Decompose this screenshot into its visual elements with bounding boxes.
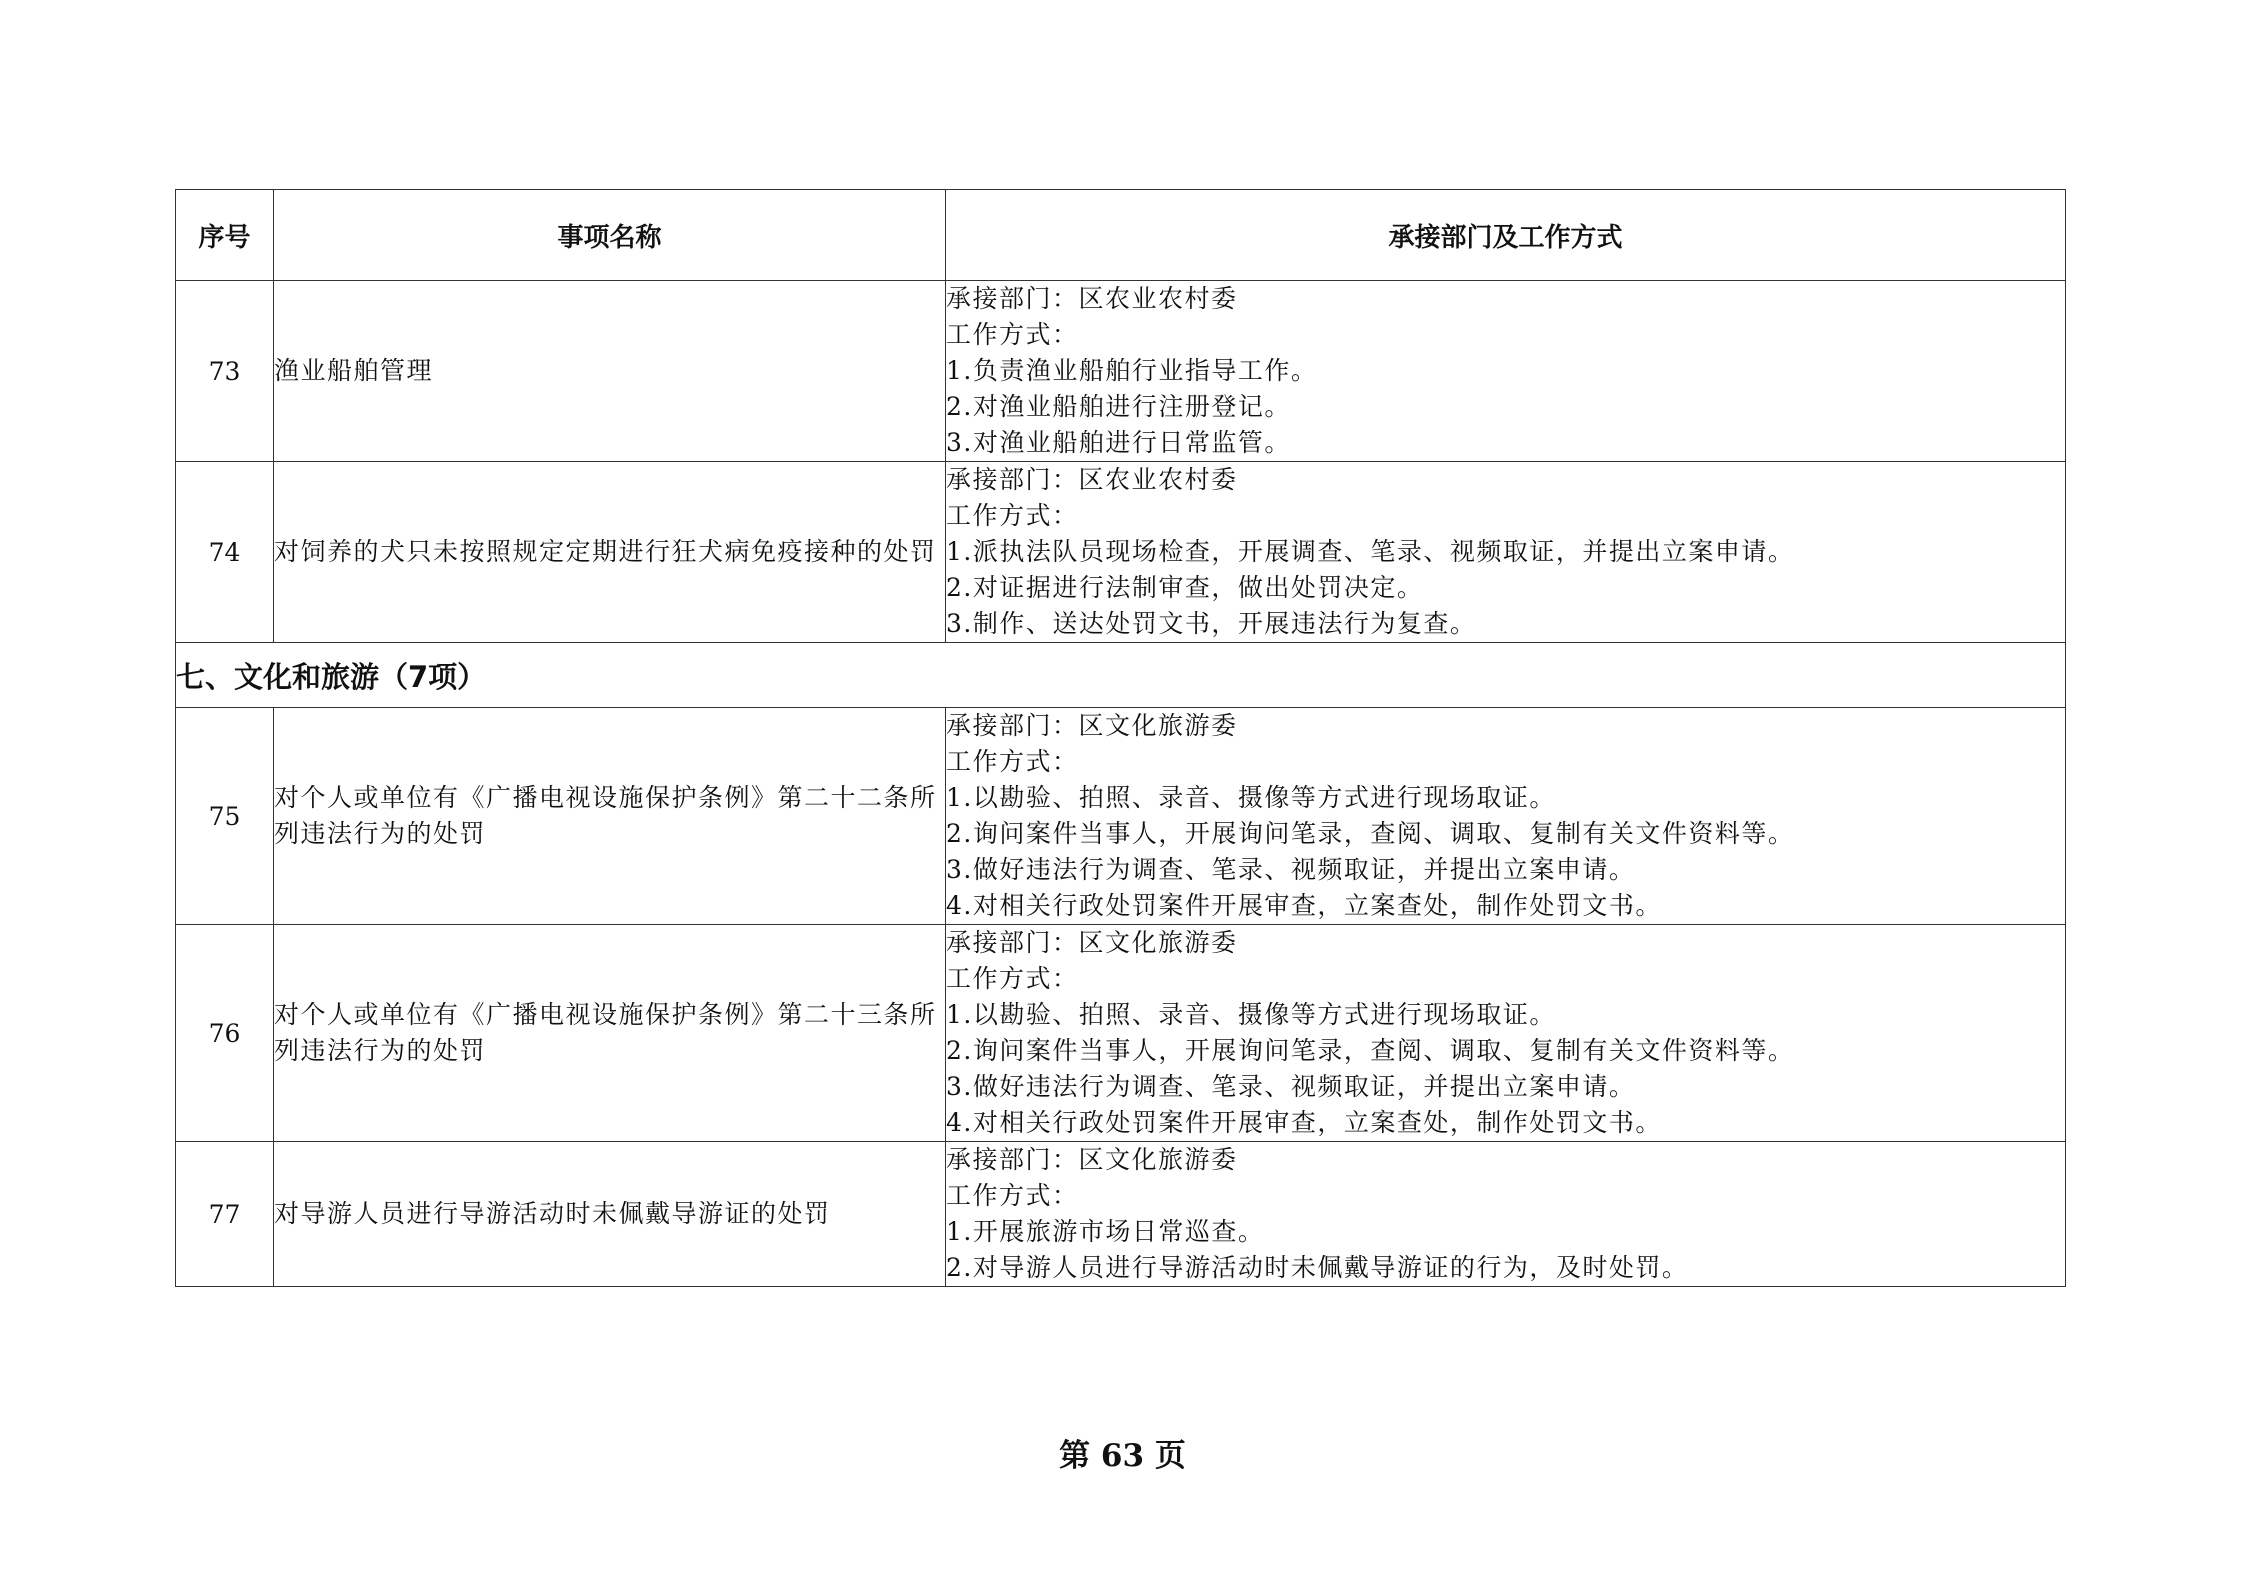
work-line: 工作方式： <box>946 964 1079 993</box>
row-item-name: 对个人或单位有《广播电视设施保护条例》第二十二条所列违法行为的处罚 <box>274 708 946 925</box>
table-header-row <box>176 190 2066 281</box>
table-row <box>176 281 2066 462</box>
work-line: 工作方式： <box>946 501 1079 530</box>
work-line: 3.做好违法行为调查、笔录、视频取证，并提出立案申请。 <box>946 855 1636 884</box>
work-line: 1.开展旅游市场日常巡查。 <box>946 1217 1265 1246</box>
work-line: 1.以勘验、拍照、录音、摄像等方式进行现场取证。 <box>946 1000 1556 1029</box>
work-line: 1.以勘验、拍照、录音、摄像等方式进行现场取证。 <box>946 783 1556 812</box>
work-line: 4.对相关行政处罚案件开展审查，立案查处，制作处罚文书。 <box>946 1108 1662 1137</box>
table-row <box>176 708 2066 925</box>
row-number: 76 <box>176 925 274 1142</box>
work-line: 承接部门：区文化旅游委 <box>946 1145 1238 1174</box>
row-number: 75 <box>176 708 274 925</box>
work-line: 2.询问案件当事人，开展询问笔录，查阅、调取、复制有关文件资料等。 <box>946 1036 1795 1065</box>
table-row <box>176 1142 2066 1287</box>
row-number: 74 <box>176 462 274 643</box>
work-line: 2.询问案件当事人，开展询问笔录，查阅、调取、复制有关文件资料等。 <box>946 819 1795 848</box>
work-line: 承接部门：区农业农村委 <box>946 465 1238 494</box>
header-number: 序号 <box>176 190 274 281</box>
matters-table <box>175 189 2066 1287</box>
work-line: 1.负责渔业船舶行业指导工作。 <box>946 356 1318 385</box>
row-item-name: 对导游人员进行导游活动时未佩戴导游证的处罚 <box>274 1142 946 1287</box>
work-line: 承接部门：区农业农村委 <box>946 284 1238 313</box>
row-number: 77 <box>176 1142 274 1287</box>
work-line: 承接部门：区文化旅游委 <box>946 928 1238 957</box>
work-line: 1.派执法队员现场检查，开展调查、笔录、视频取证，并提出立案申请。 <box>946 537 1795 566</box>
work-line: 4.对相关行政处罚案件开展审查，立案查处，制作处罚文书。 <box>946 891 1662 920</box>
row-department-method <box>946 925 2066 1142</box>
work-line: 3.制作、送达处罚文书，开展违法行为复查。 <box>946 609 1477 638</box>
work-line: 工作方式： <box>946 747 1079 776</box>
work-line: 承接部门：区文化旅游委 <box>946 711 1238 740</box>
row-department-method <box>946 462 2066 643</box>
work-line: 3.对渔业船舶进行日常监管。 <box>946 428 1291 457</box>
row-department-method <box>946 281 2066 462</box>
row-number: 73 <box>176 281 274 462</box>
row-item-name: 对个人或单位有《广播电视设施保护条例》第二十三条所列违法行为的处罚 <box>274 925 946 1142</box>
work-line: 2.对证据进行法制审查，做出处罚决定。 <box>946 573 1424 602</box>
row-item-name: 对饲养的犬只未按照规定定期进行狂犬病免疫接种的处罚 <box>274 462 946 643</box>
work-line: 3.做好违法行为调查、笔录、视频取证，并提出立案申请。 <box>946 1072 1636 1101</box>
page-number: 第 63 页 <box>1059 1438 1186 1474</box>
section-title: 七、文化和旅游（7项） <box>176 643 2066 708</box>
table-row <box>176 462 2066 643</box>
work-line: 工作方式： <box>946 320 1079 349</box>
work-line: 2.对导游人员进行导游活动时未佩戴导游证的行为，及时处罚。 <box>946 1253 1689 1282</box>
row-department-method <box>946 708 2066 925</box>
section-row <box>176 643 2066 708</box>
row-department-method <box>946 1142 2066 1287</box>
row-item-name: 渔业船舶管理 <box>274 281 946 462</box>
header-item-name: 事项名称 <box>274 190 946 281</box>
work-line: 工作方式： <box>946 1181 1079 1210</box>
work-line: 2.对渔业船舶进行注册登记。 <box>946 392 1291 421</box>
table-row <box>176 925 2066 1142</box>
header-department-method: 承接部门及工作方式 <box>946 190 2066 281</box>
